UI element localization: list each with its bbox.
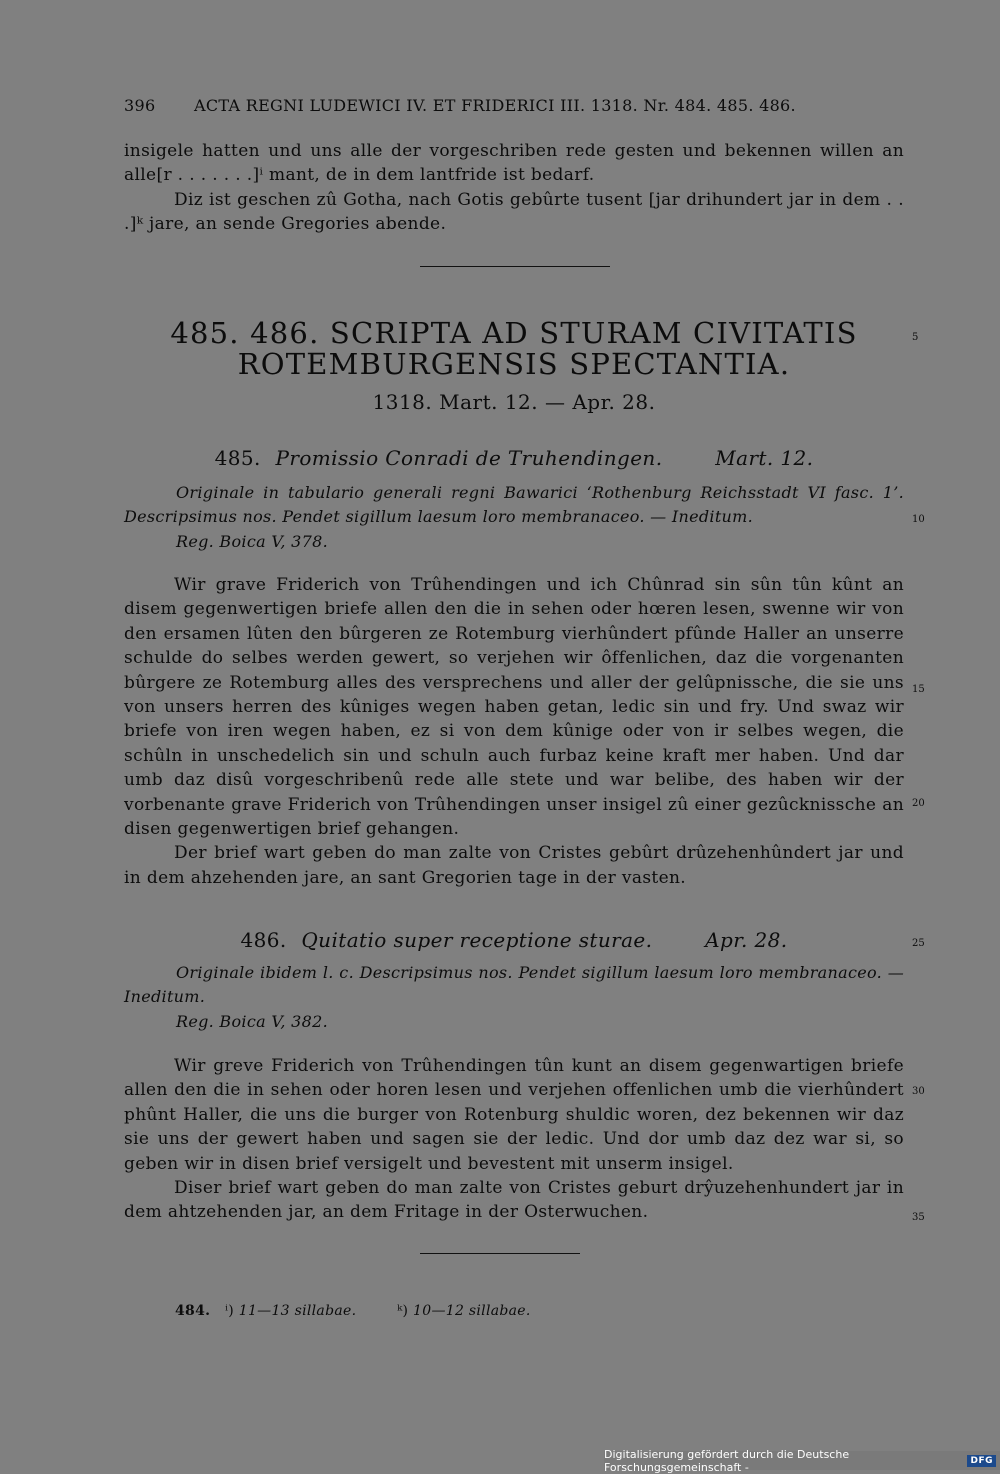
line-number: 10 <box>912 514 925 525</box>
line-number: 30 <box>912 1086 925 1097</box>
line-number: 15 <box>912 684 925 695</box>
section-title <box>124 318 904 380</box>
doc485-date: Mart. 12. <box>715 446 814 470</box>
top-paragraph-1: insigele hatten und uns alle der vorgeschriben rede gesten und bekennen willen an alle[r . . . . . . .]ⁱ mant, de in dem lantfride ist bedarf. <box>124 141 904 186</box>
top-text <box>124 139 904 237</box>
section-title-line-1: 485. 486. SCRIPTA AD STURAM CIVITATIS <box>170 316 858 350</box>
doc486-text <box>124 1054 904 1225</box>
footnote-i-mark: ⁱ) <box>225 1303 234 1319</box>
doc485-reg: Reg. Boica V, 378. <box>176 531 328 551</box>
doc485-paragraph-2: Der brief wart geben do man zalte von Cristes gebûrt drûzehenhûndert jar und in dem ahzehenden jare, an sant Gregorien tage in der vasten. <box>124 843 904 888</box>
running-title: ACTA REGNI LUDEWICI IV. ET FRIDERICI III. 1318. Nr. 484. 485. 486. <box>194 96 796 115</box>
doc486-title: Quitatio super receptione sturae. <box>301 928 653 952</box>
footnote-ref: 484. <box>175 1303 211 1319</box>
section-date: 1318. Mart. 12. — Apr. 28. <box>372 390 656 414</box>
doc486-paragraph-1: Wir greve Friderich von Trûhendingen tûn kunt an disem gegenwartigen briefe allen den die in sehen oder horen lesen und verjehen offenlichen umb die vierhûndert phûnt Haller, die uns die burger von Rotenburg shuldic woren, dez bekennen wir daz sie uns der gewert haben und sagen sie der ledic. Und dor umb daz dez war si, so geben wir in disen brief versigelt und bevestent mit unserm insigel. <box>124 1056 904 1174</box>
doc485-source <box>124 481 904 554</box>
top-paragraph-2: Diz ist geschen zû Gotha, nach Gotis gebûrte tusent [jar drihundert jar in dem . . .]ᵏ jare, an sende Gregories abende. <box>124 189 904 235</box>
line-number: 25 <box>912 938 925 949</box>
doc486-reg: Reg. Boica V, 382. <box>176 1011 328 1031</box>
footnote-rule <box>420 1253 580 1254</box>
doc486-source-note: Originale ibidem l. c. Descripsimus nos. Pendet sigillum laesum loro membranaceo. — Ineditum. <box>124 963 904 1007</box>
footnote-k-mark: ᵏ) <box>397 1303 409 1319</box>
doc485-number: 485. <box>214 446 261 470</box>
section-title-line-2: ROTEMBURGENSIS SPECTANTIA. <box>237 347 791 381</box>
page-number: 396 <box>124 96 156 115</box>
credit-text: Digitalisierung gefördert durch die Deutsche Forschungsgemeinschaft - <box>604 1447 850 1474</box>
line-number: 20 <box>912 798 925 809</box>
digitization-credit <box>604 1447 1000 1474</box>
footnotes <box>175 1303 531 1319</box>
footnote-i-text: 11—13 sillabae. <box>238 1303 357 1319</box>
footnote-k-text: 10—12 sillabae. <box>413 1303 531 1319</box>
dfg-logo: DFG <box>967 1455 996 1467</box>
doc486-number: 486. <box>240 928 287 952</box>
doc486-source <box>124 961 904 1034</box>
doc485-title: Promissio Conradi de Truhendingen. <box>275 446 663 470</box>
running-head <box>124 96 814 115</box>
separator-rule <box>420 266 610 267</box>
doc485-heading <box>124 446 904 470</box>
doc486-date: Apr. 28. <box>705 928 788 952</box>
doc486-paragraph-2: Diser brief wart geben do man zalte von Cristes geburt drŷuzehenhundert jar in dem ahtzehenden jar, an dem Fritage in der Osterwuchen. <box>124 1178 904 1223</box>
doc485-paragraph-1: Wir grave Friderich von Trûhendingen und ich Chûnrad sin sûn tûn kûnt an disem gegenwertigen briefe allen den die in sehen oder hœren lesen, swenne wir von den ersamen lûten den bûrgeren ze Rotemburg vierhûndert pfûnde Haller an unserre schulde do selbes werden gewert, so verjehen wir ôffenlichen, daz die vorgenanten bûrgere ze Rotemburg alles des versprechens und aller der gelûpnissche, die sie uns von unsers herren des kûniges wegen haben getan, ledic sin und fry. Und swaz wir briefe von iren wegen haben, ez si von dem kûnige oder von ir selbes wegen, die schûln in unschedelich sin und schuln auch furbaz keine kraft mer haben. Und dar umb daz disû vorgeschribenû rede alle stete und war belibe, des haben wir der vorbenante grave Friderich von Trûhendingen unser insigel zû einer gezûcknissche an disen gegenwertigen brief gehangen. <box>124 575 904 840</box>
doc486-heading <box>124 928 904 952</box>
doc485-source-note: Originale in tabulario generali regni Bawarici ‘Rothenburg Reichsstadt VI fasc. 1’. Descripsimus nos. Pendet sigillum laesum loro membranaceo. — Ineditum. <box>124 483 904 527</box>
line-number: 5 <box>912 332 919 343</box>
doc485-text <box>124 573 904 890</box>
line-number: 35 <box>912 1212 925 1223</box>
